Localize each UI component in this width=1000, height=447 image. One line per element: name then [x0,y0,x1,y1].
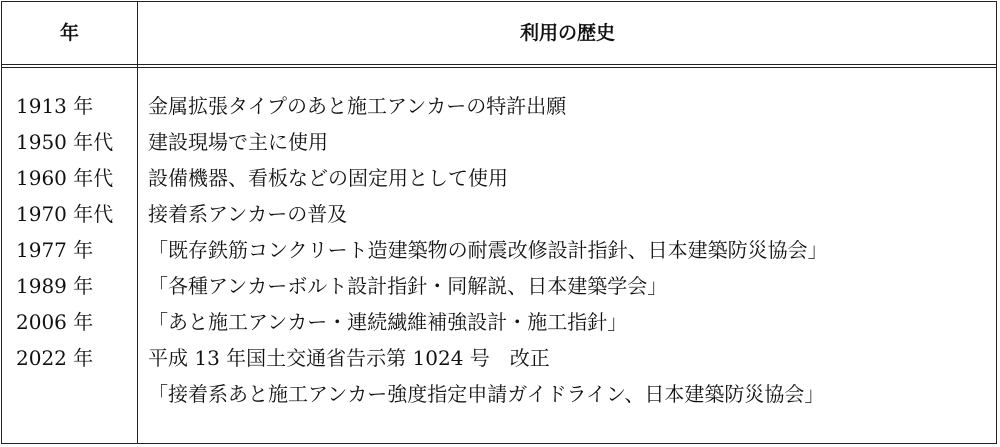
table-row [2,88,996,124]
row-event: 「あと施工アンカー・連続繊維補強設計・施工指針」 [148,310,628,334]
row-event: 「接着系あと施工アンカー強度指定申請ガイドライン、日本建築防災協会」 [148,382,825,406]
table-row [2,376,996,412]
header-year: 年 [59,22,79,44]
table-row [2,196,996,232]
row-event: 設備機器、看板などの固定用として使用 [148,166,508,190]
history-table [1,1,997,444]
row-event: 接着系アンカーの普及 [148,202,348,226]
header-divider [2,64,996,68]
row-year: 1989 年 [16,274,94,298]
header-history: 利用の歴史 [519,22,615,44]
table-row [2,268,996,304]
table-row [2,304,996,340]
row-event: 「各種アンカーボルト設計指針・同解説、日本建築学会」 [148,274,668,298]
row-year: 1913 年 [16,94,94,118]
table-row [2,340,996,376]
row-year: 1950 年代 [16,130,114,154]
row-year: 1960 年代 [16,166,114,190]
row-event: 「既存鉄筋コンクリート造建築物の耐震改修設計指針、日本建築防災協会」 [148,238,828,262]
row-event: 金属拡張タイプのあと施工アンカーの特許出願 [148,94,567,118]
row-year: 2006 年 [16,310,94,334]
table-row [2,232,996,268]
table-row [2,160,996,196]
row-year: 2022 年 [16,346,94,370]
table-row [2,124,996,160]
row-year: 1977 年 [16,238,94,262]
row-year: 1970 年代 [16,202,114,226]
row-event: 建設現場で主に使用 [148,130,328,154]
row-event: 平成 13 年国土交通省告示第 1024 号 改正 [148,346,550,370]
